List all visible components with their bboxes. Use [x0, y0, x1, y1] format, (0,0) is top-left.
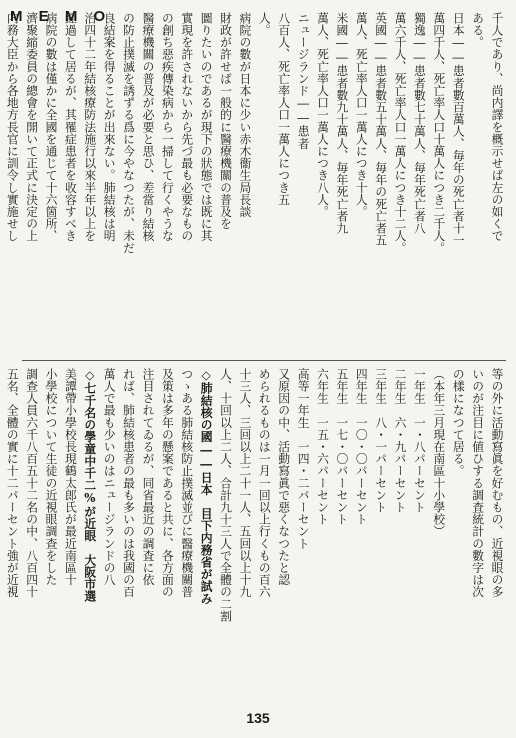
text-column: 五年生 一七・〇パーセント: [334, 368, 349, 526]
text-column: の防止撲滅を誘ずる爲に今やなつたが、未だ: [121, 12, 136, 254]
text-column: められるものは一月一回以上行くもの百六: [257, 368, 272, 598]
text-column: 注目されてゐるが、同省最近の調査に依: [140, 368, 155, 586]
page-number: 135: [246, 710, 270, 726]
text-column: 萬六千人、死亡率人口一萬人につき十二人。: [393, 12, 408, 254]
text-column: 圖りたいのであるが現下の狀態では既に其: [199, 12, 214, 242]
text-column: 良結案を得ることが出來ない。肺結核は明: [102, 12, 117, 242]
text-column: 人、十回以上二人、合計九十三人で全體の二割: [218, 368, 233, 623]
text-column: 五名、全體の實に十二パーセント強が近視: [5, 368, 20, 598]
text-column: 美譚帶小學校長現鶴太郎氏が最近南區十: [63, 368, 78, 586]
text-column: いのが注目に値ひする調査統計の數字は次: [470, 368, 485, 598]
text-column: 財政が許せば一般的に醫療機關の普及を: [218, 12, 233, 230]
text-column: 萬四千人、死亡率人口十萬人につき二千人。: [431, 12, 446, 254]
text-column: 醫療機關の普及が必要と思ひ、差當り結核: [140, 12, 155, 242]
text-column: 萬人で最も少いのはニュージランドの八: [102, 368, 117, 586]
text-column: ニュージランド――患者: [296, 12, 311, 150]
text-column: 病院の數が日本に少い赤木衞生局長談: [237, 12, 252, 218]
text-column: の樣になつて居る。: [451, 368, 466, 477]
text-column: 三年生 八・一パーセント: [373, 368, 388, 514]
text-column: 英國――患者數五十萬人、毎年の死亡者五: [373, 12, 388, 247]
text-column: 米國――患者數九十萬人、毎年死亡者九: [334, 12, 349, 235]
top-text-block: [5, 12, 506, 357]
text-column: 千人であり、尚内譯を概示せば左の如くで: [490, 12, 504, 242]
text-column: 十三人、三回以上二十一人、五回以上十九: [237, 368, 252, 598]
text-column: 獨逸――患者數七十萬人、毎年死亡者八: [412, 12, 427, 235]
text-column: 萬人、死亡率人口一萬人につき十人。: [354, 12, 369, 218]
text-column: 等の外に活動寫眞を好むもの、近視眼の多: [490, 368, 504, 598]
text-column: 小學校について生徒の近視眼調查をした: [44, 368, 59, 586]
text-column: 四年生 一〇・〇パーセント: [354, 368, 369, 526]
text-column: 内務大臣から各地方長官に訓令し實施せし: [5, 12, 20, 242]
text-column: 六年生 一五・六パーセント: [315, 368, 330, 526]
text-column: ある。: [470, 12, 485, 49]
text-column: れば、肺結核患者の最も多いのは我國の百: [121, 368, 136, 598]
text-column: 八百人、死亡率人口一萬人につき五: [276, 12, 291, 206]
text-column: 調查人員六千八百五十二名の中、八百四十: [24, 368, 39, 598]
text-column: 高等一年生 一四・二パーセント: [296, 368, 311, 550]
bottom-text-block: [5, 368, 506, 706]
text-column: 及策は多年の懸案であると共に、各方面の: [160, 368, 175, 598]
text-column: 日本――患者數百萬人、毎年の死亡者十一: [451, 12, 466, 247]
text-column: （本年三月現在南區十小學校）: [431, 368, 446, 538]
text-column: ◇肺結核の國――日本 目下内務省が試み: [199, 368, 214, 605]
text-column: 病院の數は僅かに全國を通じて十六箇所、: [44, 12, 59, 242]
text-column: 治四十二年結核療防法施行以來半年以上を: [82, 12, 97, 242]
text-column: 經過して居るが、其罹症患者を收容すべき: [63, 12, 78, 242]
section-divider: [22, 360, 506, 361]
text-column: 濟聚縮委員の總會を開いて正式に決定の上: [24, 12, 39, 242]
text-column: 一年生 一・八パーセント: [412, 368, 427, 514]
text-column: 萬人、死亡率人口一萬人につき八人。: [315, 12, 330, 218]
text-column: 實現を許されないから先づ最も必要なもの: [179, 12, 194, 242]
text-column: の創ち惡疾傳染病から一掃して行くやうな: [160, 12, 175, 242]
text-column: つゝある肺結核防止撲滅並びに醫療機關普: [179, 368, 194, 598]
memo-header: M E M O: [10, 8, 112, 25]
text-column: 人。: [257, 12, 272, 37]
text-column: 又原因の中、活動寫眞で惡くなつたと認: [276, 368, 291, 586]
text-column: 二年生 六・九パーセント: [393, 368, 408, 514]
text-column: ◇七千名の學童中千二%が近眼 大阪市選: [82, 368, 97, 603]
